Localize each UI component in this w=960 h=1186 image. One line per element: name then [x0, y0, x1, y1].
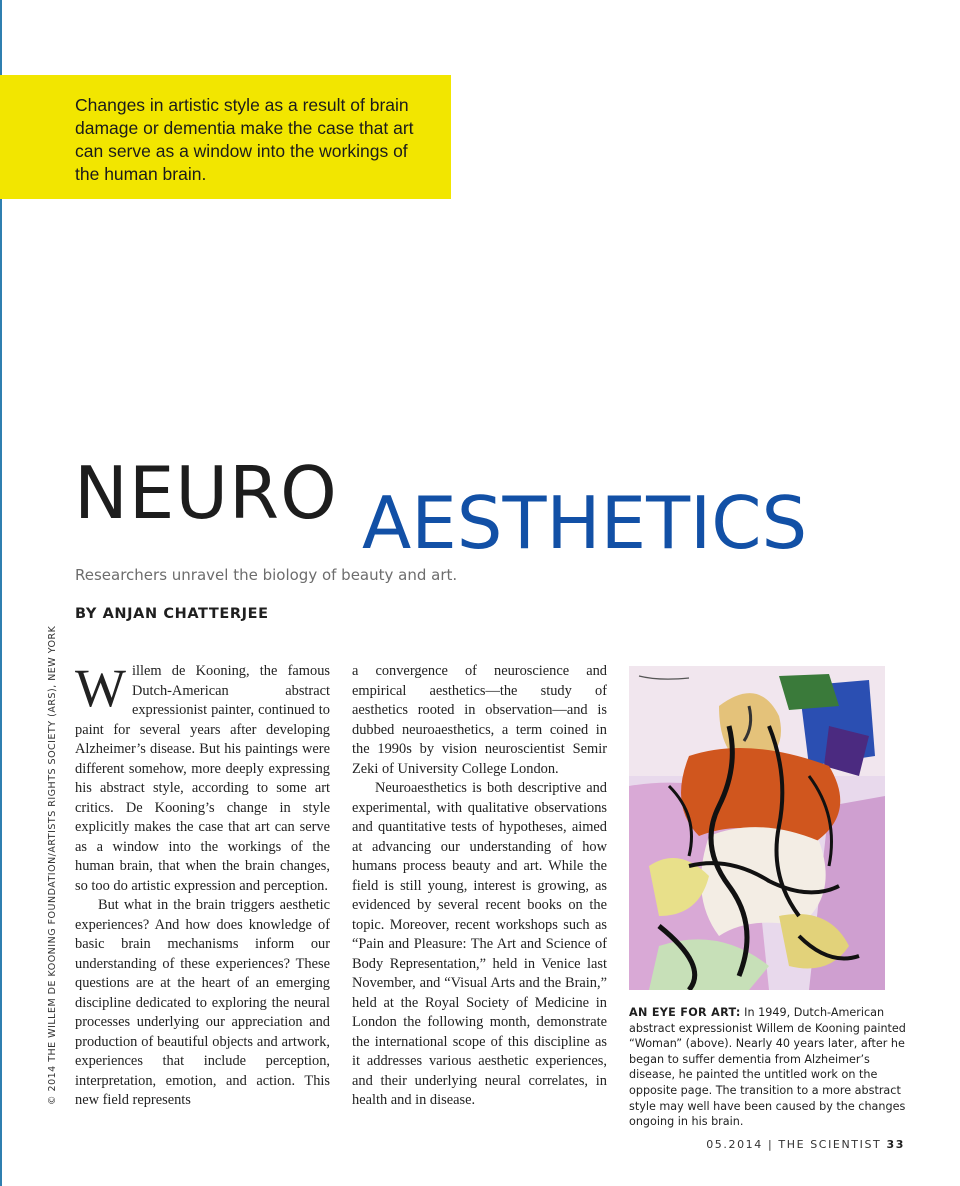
footer-issue: 05.2014 | THE SCIENTIST — [706, 1138, 882, 1151]
body-paragraph — [75, 662, 330, 896]
painting-illustration — [629, 666, 885, 990]
headline-aesthetics: AESTHETICS — [362, 481, 808, 565]
caption-text: In 1949, Dutch-American abstract expressionist Willem de Kooning painted “Woman” (above). Nearly 40 years later, after he began to suffer dementia from Alzheimer’s disease, he painted the untitled work on the opposite page. The transition to a more abstract style may well have been caused by the changes ongoing in his brain. — [629, 1006, 906, 1129]
body-text-col1-p2: But what in the brain triggers aesthetic experiences? And how does knowledge of basic brain mechanisms inform our understanding of these experiences? These questions are at the heart of an emerging discipline dedicated to exploring the neural processes underlying our appreciation and production of beautiful objects and artwork, experiences that include perception, interpretation, emotion, and action. This new field represents — [75, 897, 330, 1108]
headline-neuro: NEURO — [74, 451, 338, 535]
body-text-col2-p2: Neuroaesthetics is both descriptive and experimental, with qualitative observations and quantitative tests of hypotheses, aimed at advancing our understanding of how humans process beauty and art. While the field is still young, interest is growing, as evidenced by several recent books on the topic. Moreover, recent workshops such as “Pain and Pleasure: The Art and Science of Body Representation,” held in Venice last November, and “Visual Arts and the Brain,” held at the Royal Society of Medicine in London the following month, demonstrate the international scope of this discipline as it addresses various aesthetic experiences, and their underlying neural correlates, in health and in disease. — [352, 780, 607, 1108]
body-text-col2-p1: a convergence of neuroscience and empirical aesthetics—the study of aesthetics rooted in observation—and is dubbed neuroaesthetics, a term coined in the 1990s by vision neuroscientist Semir Zeki of University College London. — [352, 663, 607, 777]
body-column-2 — [352, 662, 607, 1122]
caption-head: AN EYE FOR ART: — [629, 1006, 741, 1019]
pull-quote-text: Changes in artistic style as a result of brain damage or dementia make the case that art can serve as a window into the workings of the human brain. — [75, 95, 414, 184]
artwork-woman-painting — [629, 666, 885, 990]
body-text-col1-p1: illem de Kooning, the famous Dutch-American abstract expressionist painter, continued to paint for several years after developing Alzheimer’s disease. But his paintings were different somehow, more deeply expressing his abstract style, according to some art critics. De Kooning’s change in style explicitly makes the case that art can serve as a window into the workings of the human brain, that when the brain changes, so too do artistic expression and perception. — [75, 663, 330, 894]
page-number: 33 — [886, 1138, 905, 1151]
figure-caption — [629, 1005, 907, 1130]
pull-quote-box — [0, 75, 451, 199]
drop-cap: W — [75, 662, 126, 718]
body-column-1 — [75, 662, 330, 1122]
headline — [74, 445, 954, 565]
deck-subtitle: Researchers unravel the biology of beauty and art. — [75, 566, 458, 584]
byline: BY ANJAN CHATTERJEE — [75, 606, 269, 622]
photo-credit: © 2014 THE WILLEM DE KOONING FOUNDATION/ARTISTS RIGHTS SOCIETY (ARS), NEW YORK — [47, 625, 58, 1105]
page-footer — [660, 1138, 905, 1151]
